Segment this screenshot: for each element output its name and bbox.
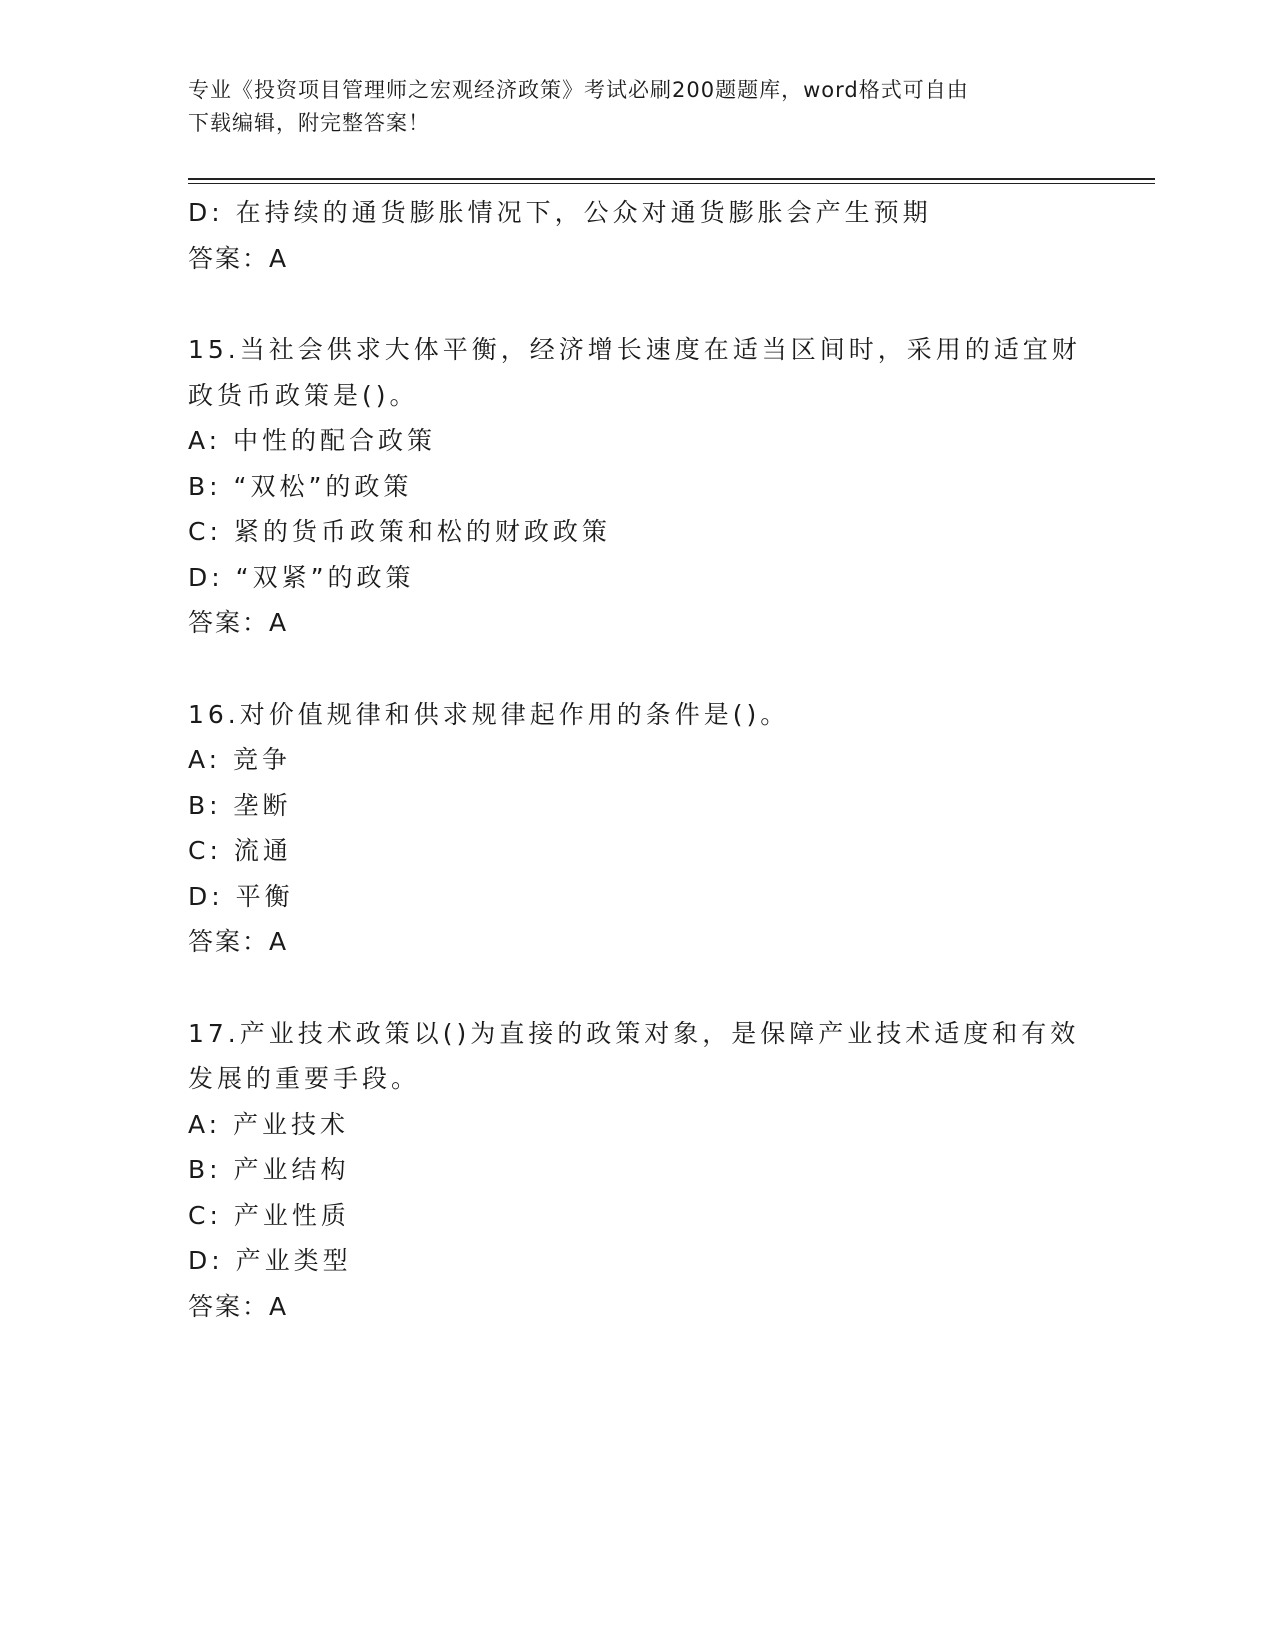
option-c: C: 紧的货币政策和松的财政政策 [188,517,611,546]
document-header [188,74,1088,140]
header-line-1: 专业《投资项目管理师之宏观经济政策》考试必刷200题题库，word格式可自由 [188,78,969,102]
question-stem-continued: 政货币政策是()。 [188,380,419,410]
question-stem: 15.当社会供求大体平衡，经济增长速度在适当区间时，采用的适宜财 [188,335,1081,364]
option-c: C: 产业性质 [188,1200,350,1230]
question-stem: 17.产业技术政策以()为直接的政策对象，是保障产业技术适度和有效 [188,1018,1080,1048]
option-d: D: 产业类型 [188,1246,352,1275]
header-line-2: 下载编辑，附完整答案！ [188,111,430,135]
question-17 [188,1011,1088,1330]
option-d: D: 在持续的通货膨胀情况下，公众对通货膨胀会产生预期 [188,198,932,227]
option-a: A: 产业技术 [188,1109,350,1139]
question-16 [188,692,1088,965]
answer: 答案：A [188,1291,289,1321]
header-divider-thin [188,183,1155,184]
answer: 答案：A [188,927,289,956]
previous-question-tail [188,190,1088,281]
question-15 [188,327,1088,646]
answer: 答案：A [188,243,289,273]
option-a: A: 中性的配合政策 [188,426,437,455]
option-d: D: 平衡 [188,881,294,911]
question-stem-continued: 发展的重要手段。 [188,1064,421,1093]
option-c: C: 流通 [188,836,292,865]
option-d: D: “双紧”的政策 [188,562,415,592]
question-stem: 16.对价值规律和供求规律起作用的条件是()。 [188,699,790,729]
document-body [188,190,1088,1329]
option-b: B: 产业结构 [188,1155,350,1184]
option-b: B: “双松”的政策 [188,471,413,501]
answer: 答案：A [188,608,289,637]
option-a: A: 竞争 [188,745,292,774]
header-divider-thick [188,178,1155,180]
option-b: B: 垄断 [188,790,292,820]
